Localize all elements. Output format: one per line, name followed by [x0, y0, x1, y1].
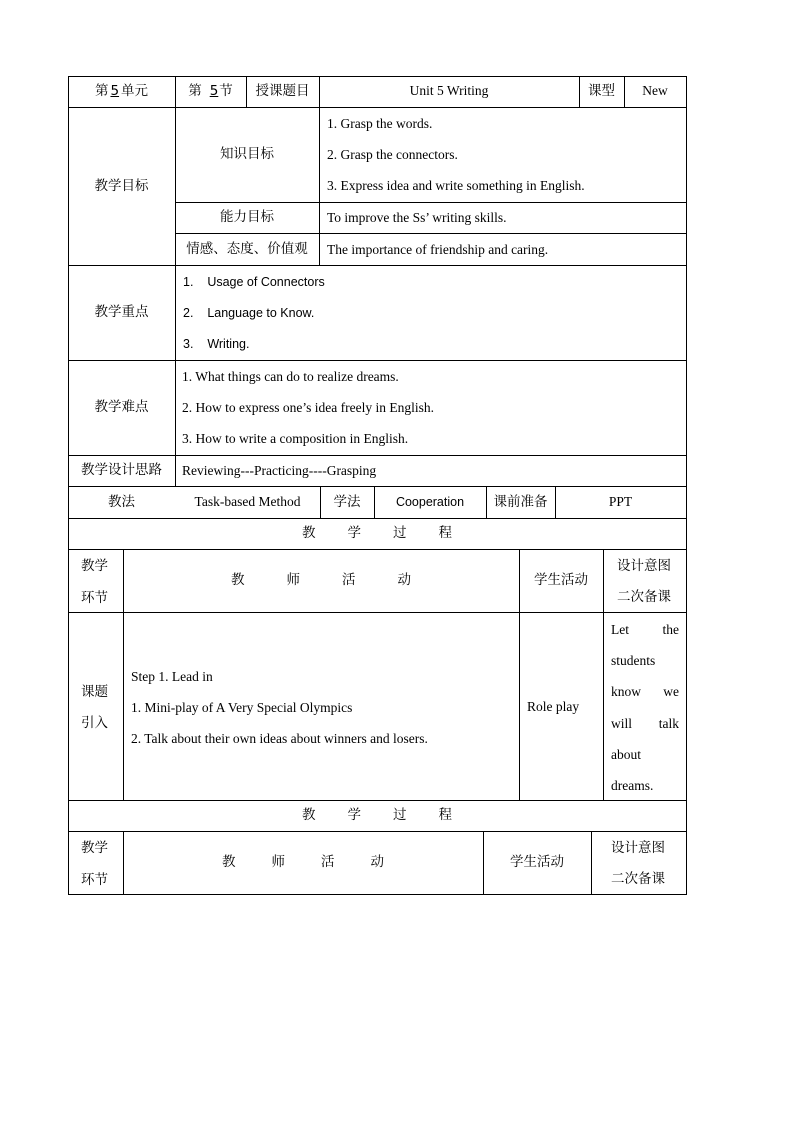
intro-intent-line-4: [611, 716, 679, 732]
difficulties-list: [182, 360, 682, 455]
intent-word: the: [662, 622, 679, 637]
process-title-2: [68, 800, 686, 831]
intro-stage-line-1: 课题: [81, 684, 108, 700]
intent-word: Let: [611, 622, 629, 637]
intent-header-line-2: 二次备课: [611, 871, 665, 887]
ability-label: 能力目标: [220, 209, 274, 226]
teacher-header-char: 动: [370, 854, 384, 871]
process-title-char: 过: [393, 525, 407, 542]
stage-header-2: [68, 831, 123, 894]
prep-label: 课前准备: [493, 493, 548, 510]
stage-header-1: [68, 549, 123, 612]
unit-suffix: 单元: [121, 83, 149, 100]
key-point-3: 3. Writing.: [183, 337, 250, 351]
teacher-header-char: 师: [271, 854, 285, 871]
section-cell: [175, 76, 246, 107]
intent-word: talk: [658, 716, 679, 731]
knowledge-list: [327, 107, 685, 202]
intro-teacher-activity: [131, 612, 516, 800]
intro-intent-line-6: [611, 778, 653, 794]
stage-header-line-1: 教学: [81, 558, 108, 574]
intent-word: dreams.: [611, 778, 654, 793]
teacher-header-char: 教: [231, 572, 245, 589]
section-prefix: 第: [188, 83, 202, 100]
type-label: 课型: [588, 83, 615, 100]
teacher-header-char: 师: [286, 572, 300, 589]
intent-header-1: [603, 549, 686, 612]
stage-header-line-2: 环节: [81, 590, 108, 606]
stage-header-line-1: 教学: [81, 840, 108, 856]
intro-intent: [611, 612, 679, 800]
design-value: Reviewing---Practicing----Grasping: [182, 463, 377, 478]
teacher-header-char: 动: [397, 572, 411, 589]
unit-prefix: 第: [94, 83, 109, 100]
process-title-1: [68, 518, 686, 549]
difficulties-label: 教学难点: [94, 399, 149, 416]
intent-header-line-1: 设计意图: [617, 558, 671, 574]
key-point-1: 1. Usage of Connectors: [183, 275, 325, 289]
learn-method-value: Cooperation: [395, 494, 465, 509]
intent-word: know: [611, 684, 641, 699]
stage-header-line-2: 环节: [81, 872, 108, 888]
intro-intent-line-1: [611, 622, 679, 638]
key-point-2: 2. Language to Know.: [183, 306, 315, 320]
difficulty-1: 1. What things can do to realize dreams.: [182, 369, 399, 384]
key-points-list: [183, 265, 683, 360]
difficulty-3: 3. How to write a composition in English.: [182, 431, 409, 446]
unit-number: 5: [110, 83, 120, 100]
topic-label: 授课题目: [255, 83, 310, 100]
unit-cell: [68, 76, 175, 107]
goals-label: 教学目标: [94, 177, 149, 194]
intro-teacher-line-2: 1. Mini-play of A Very Special Olympics: [131, 700, 353, 715]
intro-intent-line-2: [611, 653, 655, 669]
process-title-char: 过: [393, 807, 407, 824]
student-activity-header-2: 学生活动: [510, 854, 564, 871]
teach-method-label: 教法: [108, 493, 135, 510]
intro-stage: [68, 612, 123, 800]
teacher-header-char: 活: [321, 854, 335, 871]
intro-intent-line-3: [611, 684, 679, 700]
section-number: 5: [209, 83, 219, 100]
teacher-activity-header-2: [123, 831, 483, 894]
prep-value: PPT: [608, 493, 633, 509]
section-suffix: 节: [219, 83, 233, 100]
topic-value: Unit 5 Writing: [409, 83, 489, 99]
intro-stage-line-2: 引入: [81, 715, 108, 731]
process-title-char: 程: [438, 525, 452, 542]
process-title-char: 学: [347, 525, 361, 542]
intro-student-activity: Role play: [527, 699, 580, 714]
knowledge-label: 知识目标: [220, 146, 274, 163]
intro-teacher-line-3: 2. Talk about their own ideas about winners and losers.: [131, 731, 428, 746]
student-activity-header-1: 学生活动: [534, 572, 588, 589]
knowledge-item-3: 3. Express idea and write something in English.: [327, 178, 585, 193]
emotion-label: 情感、态度、价值观: [186, 240, 308, 257]
emotion-value: The importance of friendship and caring.: [327, 242, 549, 257]
key-points-label: 教学重点: [94, 304, 149, 321]
process-title-char: 教: [302, 807, 316, 824]
difficulty-2: 2. How to express one’s idea freely in English.: [182, 400, 434, 415]
knowledge-item-2: 2. Grasp the connectors.: [327, 147, 458, 162]
intent-word: will: [611, 716, 633, 731]
ability-value: To improve the Ss’ writing skills.: [327, 210, 507, 225]
knowledge-item-1: 1. Grasp the words.: [327, 116, 433, 131]
intent-word: about: [611, 747, 641, 762]
teacher-activity-header-1: [123, 549, 519, 612]
learn-method-label: 学法: [333, 493, 361, 510]
intent-header-2: [591, 831, 686, 894]
intent-header-line-2: 二次备课: [617, 589, 671, 605]
process-title-char: 程: [438, 807, 452, 824]
teacher-header-char: 活: [342, 572, 356, 589]
intent-word: students: [611, 653, 656, 668]
teacher-header-char: 教: [222, 854, 236, 871]
process-title-char: 学: [347, 807, 361, 824]
type-value: New: [642, 83, 668, 99]
intent-word: we: [663, 684, 679, 699]
intent-header-line-1: 设计意图: [611, 840, 665, 856]
intro-intent-line-5: [611, 747, 641, 763]
process-title-char: 教: [302, 525, 316, 542]
intro-teacher-line-1: Step 1. Lead in: [131, 669, 213, 684]
teach-method-value: Task-based Method: [194, 493, 301, 509]
design-label: 教学设计思路: [81, 462, 162, 479]
